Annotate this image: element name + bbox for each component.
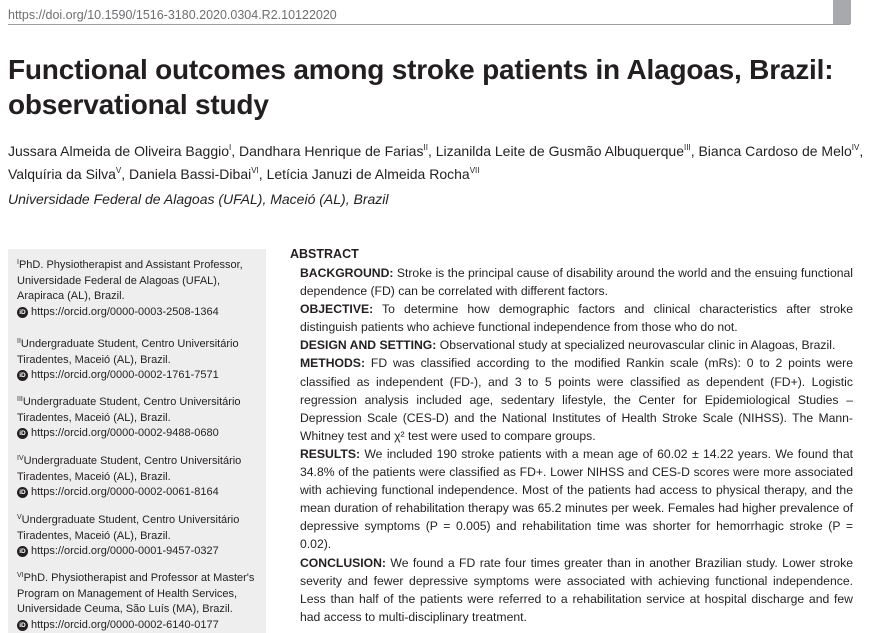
affiliation-text: Program on Management of Health Services,: [17, 587, 238, 600]
author-affiliation-mark: II: [423, 143, 428, 152]
affiliation-line: [17, 470, 262, 486]
orcid-link[interactable]: https://orcid.org/0000-0002-1761-7571: [31, 369, 219, 381]
abstract-section-label: CONCLUSION:: [300, 555, 386, 570]
affiliation-mark: VI: [17, 572, 24, 579]
orcid-icon: iD: [17, 370, 28, 381]
affiliations-sidebar: [8, 249, 266, 633]
affiliation-block: [17, 451, 262, 501]
author-affiliation-mark: VI: [251, 166, 259, 175]
abstract-section-text: We found a FD rate four times greater than in another Brazilian study. Lower stroke severity and fewer depressive symptoms were associated with achieving functional independence. Less than half of the patients were referred to a rehabilitation service at hospital discharge and few had access to multi-disciplinary treatment.: [300, 555, 853, 624]
abstract-section-label: OBJECTIVE:: [300, 302, 374, 317]
orcid-row: [17, 485, 262, 501]
affiliation-line: [17, 255, 262, 274]
affiliation-line: [17, 529, 262, 545]
affiliation-line: [17, 392, 262, 411]
abstract-section-label: METHODS:: [300, 356, 365, 371]
affiliation-mark: III: [17, 396, 23, 403]
affiliation-text: Tiradentes, Maceió (AL), Brazil.: [17, 529, 171, 542]
affiliation-line: [17, 602, 262, 618]
orcid-row: [17, 618, 262, 633]
orcid-row: [17, 426, 262, 442]
orcid-row: [17, 305, 262, 321]
author-affiliation-mark: III: [684, 143, 691, 152]
orcid-row: [17, 368, 262, 384]
abstract-section-label: BACKGROUND:: [300, 266, 394, 280]
author-name: Jussara Almeida de Oliveira Baggio: [8, 143, 230, 159]
orcid-link[interactable]: https://orcid.org/0000-0002-0061-8164: [31, 486, 219, 498]
orcid-link[interactable]: https://orcid.org/0000-0002-9488-0680: [31, 427, 219, 439]
affiliation-block: [17, 392, 262, 442]
abstract-section-text: Stroke is the principal cause of disability around the world and the ensuing functional dependence (FD) can be correlated with different factors.: [300, 266, 853, 299]
orcid-icon: iD: [17, 428, 28, 439]
author-name: Lizanilda Leite de Gusmão Albuquerque: [435, 143, 685, 159]
abstract-section-text: FD was classified according to the modified Rankin scale (mRs): 0 to 2 points were classified as independent (FD-), and 3 to 5 points were classified as dependent (FD+). Logistic regression analysis included age, sedentary lifestyle, the Center for Epidemiological Studies – Depression Scale (CES-D) and the National Institutes of Health Stroke Scale (NIHSS). The Mann-Whitney test and χ² test were used to compare groups.: [300, 356, 853, 443]
abstract-section-text: Observational study at specialized neurovascular clinic in Alagoas, Brazil.: [436, 338, 836, 353]
author-list: Jussara Almeida de Oliveira Baggio$^I$, Dandhara Henrique de Farias$^{II}$, Lizanilda Leite de Gusmão Albuquerque$^{III}$, Bianca Cardoso de Melo$^{IV}$, Valquíria da Silva$^V$, Daniela Bassi-Dibai$^{VI}$, Letícia Januzi de Almeida Rocha$^{VII}$: [8, 143, 864, 182]
abstract-section: [300, 300, 853, 336]
author-name: Dandhara Henrique de Farias: [239, 143, 424, 159]
author-name: Valquíria da Silva: [8, 166, 116, 182]
author-affiliation-mark: VII: [469, 166, 480, 175]
orcid-icon: iD: [17, 307, 28, 318]
abstract-body: [300, 264, 853, 626]
orcid-link[interactable]: https://orcid.org/0000-0002-6140-0177: [31, 618, 219, 631]
affiliation-text: Undergraduate Student, Centro Universitário: [23, 455, 242, 467]
affiliation-line: [17, 587, 262, 603]
page-tab-marker: [833, 0, 851, 24]
affiliation-mark: V: [17, 514, 22, 521]
affiliation-line: [17, 451, 262, 470]
abstract-section: [300, 554, 853, 626]
abstract-heading: ABSTRACT: [290, 247, 359, 261]
institution-line: Universidade Federal de Alagoas (UFAL), Maceió (AL), Brazil: [8, 191, 389, 207]
affiliation-block: [17, 255, 262, 320]
affiliation-block: [17, 334, 262, 384]
abstract-section-text: We included 190 stroke patients with a mean age of 60.02 ± 14.22 years. We found that 34.8% of the patients were classified as FD+. Lower NIHSS and CES-D scores were more associated with achieving functional independence. Most of the patients had access to physical therapy, and the mean duration of rehabilitation therapy was 65.2 minutes per week. Females had higher prevalence of depressive symptoms (P = 0.005) and rehabilitation time was shorter for hemorrhagic stroke (P = 0.02).: [300, 446, 853, 552]
orcid-icon: iD: [17, 487, 28, 498]
affiliation-line: [17, 274, 262, 290]
abstract-section-text: To determine how demographic factors and clinical characteristics after stroke distinguish patients who achieve functional independence from those who do not.: [300, 302, 853, 335]
affiliation-line: [17, 289, 262, 305]
author-name: Daniela Bassi-Dibai: [129, 166, 252, 182]
affiliation-text: Undergraduate Student, Centro Universitário: [20, 338, 239, 350]
affiliation-text: Universidade Ceuma, São Luís (MA), Brazil.: [17, 603, 233, 615]
author-affiliation-mark: V: [115, 166, 122, 175]
affiliation-text: Arapiraca (AL), Brazil.: [17, 290, 125, 302]
orcid-icon: iD: [17, 620, 28, 631]
affiliation-line: [17, 353, 262, 369]
orcid-row: [17, 544, 262, 560]
affiliation-mark: II: [17, 338, 21, 345]
affiliation-text: Tiradentes, Maceió (AL), Brazil.: [17, 470, 171, 483]
affiliation-text: Undergraduate Student, Centro Universitário: [21, 514, 240, 526]
abstract-section: [300, 264, 853, 300]
abstract: [290, 245, 853, 626]
affiliation-block: [17, 510, 262, 560]
abstract-section: [300, 354, 853, 444]
affiliation-mark: IV: [17, 455, 24, 462]
affiliation-text: PhD. Physiotherapist and Assistant Professor,: [18, 259, 243, 271]
abstract-section: [300, 336, 853, 354]
affiliation-line: [17, 334, 262, 353]
orcid-link[interactable]: https://orcid.org/0000-0003-2508-1364: [31, 305, 219, 318]
author-name: Bianca Cardoso de Melo: [698, 143, 852, 159]
affiliation-text: Undergraduate Student, Centro Universitário: [22, 396, 241, 408]
author-affiliation-mark: IV: [851, 143, 860, 152]
article-title: Functional outcomes among stroke patients in Alagoas, Brazil: observational study: [8, 54, 834, 120]
affiliation-line: [17, 411, 262, 427]
abstract-section-label: RESULTS:: [300, 446, 361, 461]
affiliation-block: [17, 568, 262, 633]
affiliation-text: PhD. Physiotherapist and Professor at Master's: [23, 572, 255, 584]
abstract-section-label: DESIGN AND SETTING:: [300, 338, 437, 353]
orcid-link[interactable]: https://orcid.org/0000-0001-9457-0327: [31, 545, 219, 557]
doi-link[interactable]: https://doi.org/10.1590/1516-3180.2020.0304.R2.10122020: [8, 8, 337, 22]
author-name: Letícia Januzi de Almeida Rocha: [266, 166, 470, 182]
affiliation-text: Tiradentes, Maceió (AL), Brazil.: [17, 353, 171, 366]
abstract-section: [300, 445, 853, 554]
affiliation-text: Tiradentes, Maceió (AL), Brazil.: [17, 411, 171, 424]
affiliation-line: [17, 510, 262, 529]
author-affiliation-mark: I: [229, 143, 232, 152]
header-rule: [8, 24, 850, 25]
affiliation-line: [17, 568, 262, 587]
affiliation-text: Universidade Federal de Alagoas (UFAL),: [17, 274, 220, 287]
orcid-icon: iD: [17, 546, 28, 557]
affiliation-mark: I: [17, 259, 19, 266]
